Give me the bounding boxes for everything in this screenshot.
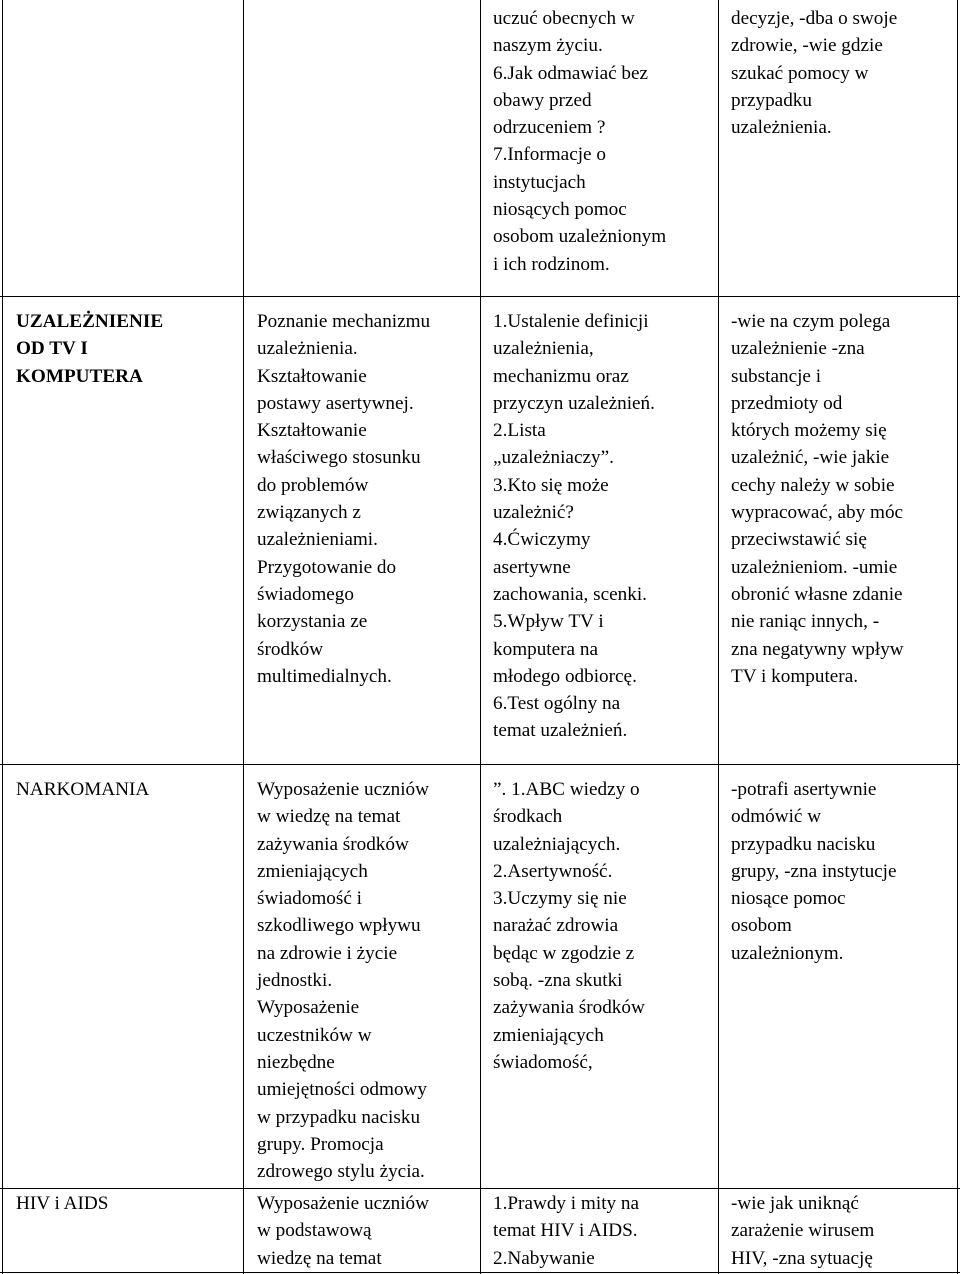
goals-cell: Wyposażenie uczniów w podstawową wiedzę na temat xyxy=(257,1193,429,1269)
outcomes-cell: -wie na czym polega uzależnienie -zna substancje i przedmioty od których możemy się uzależnić, -wie jakie cechy należy w sobie wypracować, aby móc przeciwstawić się uzależnieniom. -umie obronić własne zdanie nie raniąc innych, - zna negatywny wpływ TV i komputera. xyxy=(731,311,904,687)
content-cell: 1.Ustalenie definicji uzależnienia, mechanizmu oraz przyczyn uzależnień. 2.Lista „uzależniaczy”. 3.Kto się może uzależnić? 4.Ćwiczymy asertywne zachowania, scenki. 5.Wpływ TV i komputera na młodego odbiorcę. 6.Test ogólny na temat uzależnień. xyxy=(493,311,655,742)
row-divider-3 xyxy=(0,1188,960,1189)
outcomes-cell: -wie jak uniknąć zarażenie wirusem HIV, -zna sytuację xyxy=(731,1193,875,1269)
table-border-left xyxy=(2,0,3,1274)
table-border-right xyxy=(957,0,958,1274)
outcomes-cell: -potrafi asertywnie odmówić w przypadku nacisku grupy, -zna instytucje niosące pomoc osobom uzależnionym. xyxy=(731,779,897,964)
column-divider-3 xyxy=(718,0,719,1274)
topic-cell: NARKOMANIA xyxy=(16,779,150,800)
content-cell: uczuć obecnych w naszym życiu. 6.Jak odmawiać bez obawy przed odrzuceniem ? 7.Informacje o instytucjach niosących pomoc osobom uzależnionym i ich rodzinom. xyxy=(493,8,667,275)
row-divider-1 xyxy=(0,296,960,297)
content-cell: 1.Prawdy i mity na temat HIV i AIDS. 2.Nabywanie xyxy=(493,1193,640,1269)
table-border-bottom xyxy=(0,1272,960,1273)
column-divider-2 xyxy=(480,0,481,1274)
outcomes-cell: decyzje, -dba o swoje zdrowie, -wie gdzie szukać pomocy w przypadku uzależnienia. xyxy=(731,8,898,139)
goals-cell: Poznanie mechanizmu uzależnienia. Kształtowanie postawy asertywnej. Kształtowanie właściwego stosunku do problemów związanych z uzależnieniami. Przygotowanie do świadomego korzystania ze środków multimedialnych. xyxy=(257,311,431,687)
column-divider-1 xyxy=(243,0,244,1274)
goals-cell: Wyposażenie uczniów w wiedzę na temat zażywania środków zmieniających świadomość i szkodliwego wpływu na zdrowie i życie jednostki. Wyposażenie uczestników w niezbędne umiejętności odmowy w przypadku nacisku grupy. Promocja zdrowego stylu życia. xyxy=(257,779,429,1183)
content-cell: ”. 1.ABC wiedzy o środkach uzależniających. 2.Asertywność. 3.Uczymy się nie narażać zdrowia będąc w zgodzie z sobą. -zna skutki zażywania środków zmieniających świadomość, xyxy=(493,779,645,1073)
topic-cell: UZALEŻNIENIE OD TV I KOMPUTERA xyxy=(16,311,164,387)
row-divider-2 xyxy=(0,764,960,765)
topic-cell: HIV i AIDS xyxy=(16,1193,109,1214)
